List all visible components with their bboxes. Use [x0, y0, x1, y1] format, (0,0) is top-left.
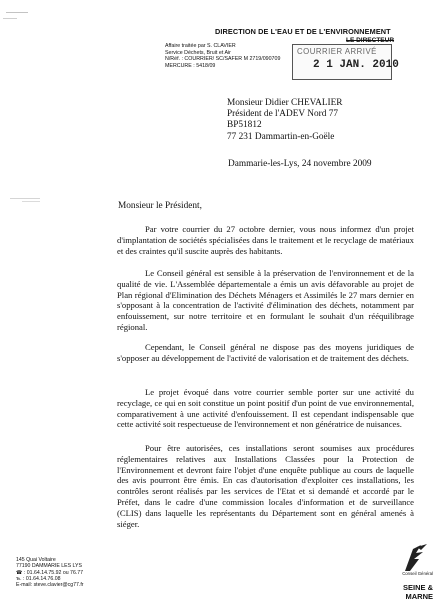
scan-artifact — [22, 201, 40, 202]
salutation: Monsieur le Président, — [118, 201, 202, 211]
scan-artifact — [6, 12, 28, 13]
seine-et-marne-logo — [383, 543, 433, 605]
mercure-number: MERCURE : 5418/09 — [165, 63, 216, 70]
scan-artifact — [10, 198, 40, 199]
place-date: Dammarie-les-Lys, 24 novembre 2009 — [228, 159, 372, 169]
case-handler: Affaire traitée par S. CLAVIER — [165, 43, 236, 49]
department-title: DIRECTION DE L'EAU ET DE L'ENVIRONNEMENT — [215, 27, 391, 36]
logo-org-name: Conseil Général — [402, 571, 433, 576]
recipient-box: BP51812 — [227, 120, 262, 131]
recipient-role: Président de l'ADEV Nord 77 — [227, 109, 338, 120]
footer-address — [16, 557, 84, 588]
body-paragraph-2: Le Conseil général est sensible à la préservation de l'environnement et de la qualité de vie. L'Assemblée départementale a émis un avis défavorable au projet de Plan régional d'Elimination des Déchets Ménagers et Assimilés le 27 mars dernier en s'opposant à la concentration de l'activité d'élimination des déchets, notamment par enfouissement, sur notre territoire et en formulant le souhait d'un rééquilibrage régional. — [117, 268, 414, 332]
scan-artifact — [3, 18, 17, 19]
footer-street: 145 Quai Voltaire — [16, 557, 56, 563]
body-paragraph-4: Le projet évoqué dans votre courrier semble porter sur une activité du recyclage, ce qui en soit constitue un point positif d'un point de vue environnemental, comparativement à une activité d'enfouissement. Il est cependant indispensable que cette activité soit respectueuse de l'environnement et non génératrice de nuisances. — [117, 387, 414, 430]
logo-name-line1: SEINE & — [402, 583, 433, 592]
body-paragraph-3: Cependant, le Conseil général ne dispose pas des moyens juridiques de s'opposer au développement de l'activité de valorisation et de traitement des déchets. — [117, 342, 414, 363]
received-stamp — [292, 44, 399, 80]
recipient-city: 77 231 Dammartin-en-Goële — [227, 131, 335, 142]
footer-phone: ☎ : 01.64.14.75.92 ou 76.77 — [16, 569, 84, 576]
stamp-label: COURRIER ARRIVÉ — [297, 47, 377, 56]
body-paragraph-5: Pour être autorisées, ces installations seront soumises aux procédures réglementaires relatives aux Installations Classées pour la Protection de l'Environnement et devront faire l'objet d'une enquête publique au cours de laquelle des avis pourront être émis. En cas d'autorisation d'exploiter ces installations, les contrôles seront réalisés par les services de l'Etat et si demandé et accordé par le Préfet, dans le cadre d'une commission locales d'information et de surveillance (CLIS) dans laquelle les représentants du Département sont en général amenés à siéger. — [117, 443, 414, 529]
body-paragraph-1: Par votre courrier du 27 octobre dernier, vous nous informez d'un projet d'implantation de sociétés spécialisées dans le traitement et le recyclage de matériaux et des craintes qu'il suscite auprès des habitants. — [117, 224, 414, 256]
logo-mark-icon — [383, 543, 433, 573]
reference-number: N/Réf. : COURRIER/ SC/SAFER M 2719/090709 — [165, 56, 281, 63]
director-label: LE DIRECTEUR — [346, 37, 395, 44]
footer-fax: ℡ : 01.64.14.76.08 — [16, 575, 61, 582]
recipient-address — [227, 98, 343, 143]
reference-block — [165, 43, 280, 70]
stamp-date: 2 1 JAN. 2010 — [313, 59, 399, 71]
footer-email: E-mail: steve.clavier@cg77.fr — [16, 582, 84, 589]
recipient-name: Monsieur Didier CHEVALIER — [227, 98, 343, 108]
footer-city: 77190 DAMMARIE LES LYS — [16, 563, 82, 570]
logo-name-line2: MARNE — [405, 592, 433, 601]
service-name: Service Déchets, Bruit et Air — [165, 49, 231, 56]
